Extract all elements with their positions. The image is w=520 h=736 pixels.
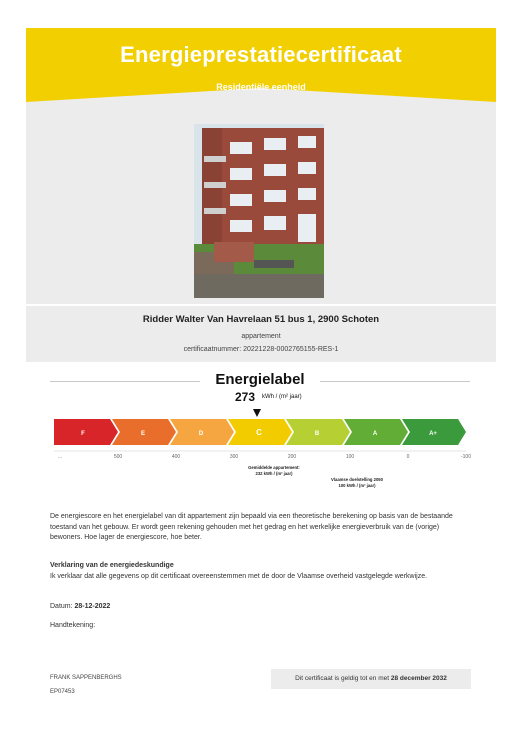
energielabel-title: Energielabel xyxy=(215,371,305,388)
scale-tick-label: 500 xyxy=(113,454,123,460)
page-title: Energieprestatiecertificaat xyxy=(120,42,402,67)
scale-tick-label: 100 xyxy=(345,454,355,460)
declaration-text: Ik verklaar dat alle gegevens op dit certificaat overeenstemmen met de door de Vlaamse overheid vastgelegde werkwijze. xyxy=(50,573,428,580)
address-panel xyxy=(26,306,496,362)
header-banner xyxy=(26,28,496,104)
score-marker xyxy=(253,409,261,417)
energy-class-f xyxy=(54,419,118,445)
signature-label: Handtekening: xyxy=(50,622,96,629)
energy-score-unit: kWh / (m² jaar) xyxy=(262,394,302,400)
building-photo xyxy=(194,124,324,298)
energy-class-label: C xyxy=(256,428,262,437)
energy-class-label: F xyxy=(81,431,85,437)
date-label: Datum: xyxy=(50,603,73,610)
validity-date: 28 december 2032 xyxy=(390,675,447,682)
scale-tick-label: 200 xyxy=(287,454,297,460)
certificate-number: certificaatnummer: 20221228-0002765155-RES-1 xyxy=(183,346,339,353)
explanation-paragraph: De energiescore en het energielabel van dit appartement zijn bepaald via een theoretische berekening op basis van de bestaande toestand van het gebouw. Er wordt geen rekening gehouden met het gedrag en het werkelijke energieverbruik van de (vorige) bewoners. Hoe lager de energiescore, hoe beter. xyxy=(50,513,453,541)
date-value: 28-12-2022 xyxy=(74,603,111,610)
divider-right xyxy=(320,381,470,382)
property-address: Ridder Walter Van Havrelaan 51 bus 1, 2900 Schoten xyxy=(142,314,380,325)
page-subtitle: Residentiële eenheid xyxy=(216,82,306,92)
target-label: Vlaamse doelstelling 2050 xyxy=(331,477,383,482)
scale-tick-label: 400 xyxy=(171,454,181,460)
validity-box xyxy=(271,669,471,689)
scale-tick-label: ... xyxy=(57,454,63,460)
scale-tick-label: 300 xyxy=(229,454,239,460)
energy-scale xyxy=(52,405,472,488)
energy-class-label: A xyxy=(372,431,378,437)
target-value: 100 kWh / (m² jaar) xyxy=(338,483,376,488)
scale-tick-label: 0 xyxy=(406,454,410,460)
energy-class-label: B xyxy=(314,431,320,437)
energy-scale-svg xyxy=(52,405,472,488)
expert-name: FRANK SAPPENBERGHS xyxy=(50,675,122,681)
energy-class-label: A+ xyxy=(429,431,437,437)
scale-tick-label: -100 xyxy=(460,454,472,460)
average-label: Gemiddelde appartement: xyxy=(248,465,300,470)
average-value: 232 kWh / (m² jaar) xyxy=(255,471,293,476)
date-row xyxy=(50,602,470,613)
expert-id: EP07453 xyxy=(50,689,75,695)
property-type: appartement xyxy=(241,333,281,340)
declaration-title: Verklaring van de energiedeskundige xyxy=(50,562,174,569)
energy-class-label: D xyxy=(198,431,204,437)
validity-prefix: Dit certificaat is geldig tot en met xyxy=(295,675,390,682)
energy-score: 273 xyxy=(235,390,256,404)
energy-class-label: E xyxy=(140,431,146,437)
